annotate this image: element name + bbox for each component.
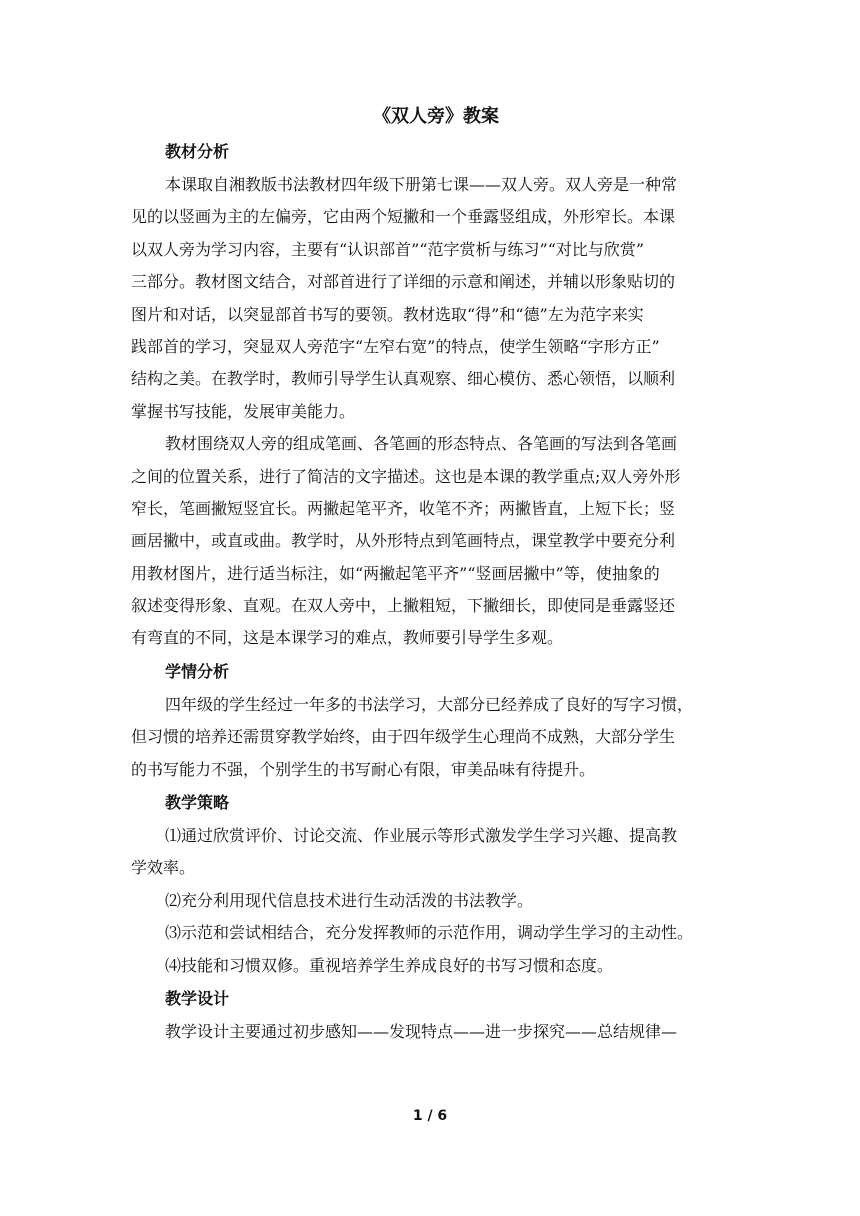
text-line: 但习惯的培养还需贯穿教学始终，由于四年级学生心理尚不成熟，大部分学生	[131, 727, 676, 747]
text-line: 的书写能力不强，个别学生的书写耐心有限，审美品味有待提升。	[131, 759, 596, 779]
text-line: 见的以竖画为主的左偏旁，它由两个短撇和一个垂露竖组成，外形窄长。本课	[131, 207, 676, 227]
text-line: 有弯直的不同，这是本课学习的难点，教师要引导学生多观。	[131, 628, 564, 648]
paragraph	[131, 1016, 731, 1048]
list-item: ⑴通过欣赏评价、讨论交流、作业展示等形式激发学生学习兴趣、提高教	[165, 826, 678, 846]
paragraph	[131, 689, 731, 786]
text-line: 之间的位置关系，进行了简洁的文字描述。这也是本课的教学重点;双人旁外形	[131, 466, 681, 486]
text-line: 叙述变得形象、直观。在双人旁中，上撇粗短，下撇细长，即使同是垂露竖还	[131, 596, 676, 616]
text-line: 图片和对话，以突显部首书写的要领。教材选取“得”和“德”左为范字来实	[131, 304, 644, 324]
text-line: 本课取自湘教版书法教材四年级下册第七课——双人旁。双人旁是一种常	[165, 175, 678, 194]
text-line: 践部首的学习，突显双人旁范字“左窄右宽”的特点，使学生领略“字形方正”	[131, 336, 660, 356]
paragraph	[131, 169, 731, 428]
list-item: ⑵充分利用现代信息技术进行生动活泼的书法教学。	[165, 890, 534, 910]
paragraph	[131, 428, 731, 655]
text-line: 画居撇中，或直或曲。教学时，从外形特点到笔画特点，课堂教学中要充分利	[131, 531, 676, 551]
document-title: 《双人旁》教案	[373, 106, 499, 127]
text-line: 掌握书写技能，发展审美能力。	[131, 401, 356, 421]
text-line: 用教材图片，进行适当标注，如“两撇起笔平齐”“竖画居撇中”等，使抽象的	[131, 563, 660, 583]
text-line: 以双人旁为学习内容，主要有“认识部首”“范字赏析与练习”“对比与欣赏”	[131, 239, 645, 259]
text-line: 教学设计主要通过初步感知——发现特点——进一步探究——总结规律—	[165, 1021, 678, 1041]
text-line: 教材围绕双人旁的组成笔画、各笔画的形态特点、各笔画的写法到各笔画	[165, 434, 678, 454]
document-body	[131, 99, 731, 1048]
strategy-list	[131, 820, 731, 982]
section-heading-textbook-analysis: 教材分析	[165, 142, 230, 161]
list-item-continuation: 学效率。	[131, 858, 196, 878]
list-item: ⑷技能和习惯双修。重视培养学生养成良好的书写习惯和态度。	[165, 955, 614, 975]
section-heading-teaching-strategy: 教学策略	[165, 793, 230, 813]
text-line: 结构之美。在教学时，教师引导学生认真观察、细心模仿、悉心领悟，以顺利	[131, 369, 676, 389]
section-heading-teaching-design: 教学设计	[165, 988, 230, 1008]
text-line: 窄长，笔画撇短竖宜长。两撇起笔平齐，收笔不齐；两撇皆直，上短下长；竖	[131, 498, 676, 518]
text-line: 四年级的学生经过一年多的书法学习，大部分已经养成了良好的写字习惯，	[165, 694, 694, 714]
section-heading-student-analysis: 学情分析	[165, 661, 230, 681]
page-number: 1 / 6	[412, 1108, 448, 1124]
list-item: ⑶示范和尝试相结合，充分发挥教师的示范作用，调动学生学习的主动性。	[165, 923, 694, 943]
text-line: 三部分。教材图文结合，对部首进行了详细的示意和阐述，并辅以形象贴切的	[131, 272, 676, 292]
